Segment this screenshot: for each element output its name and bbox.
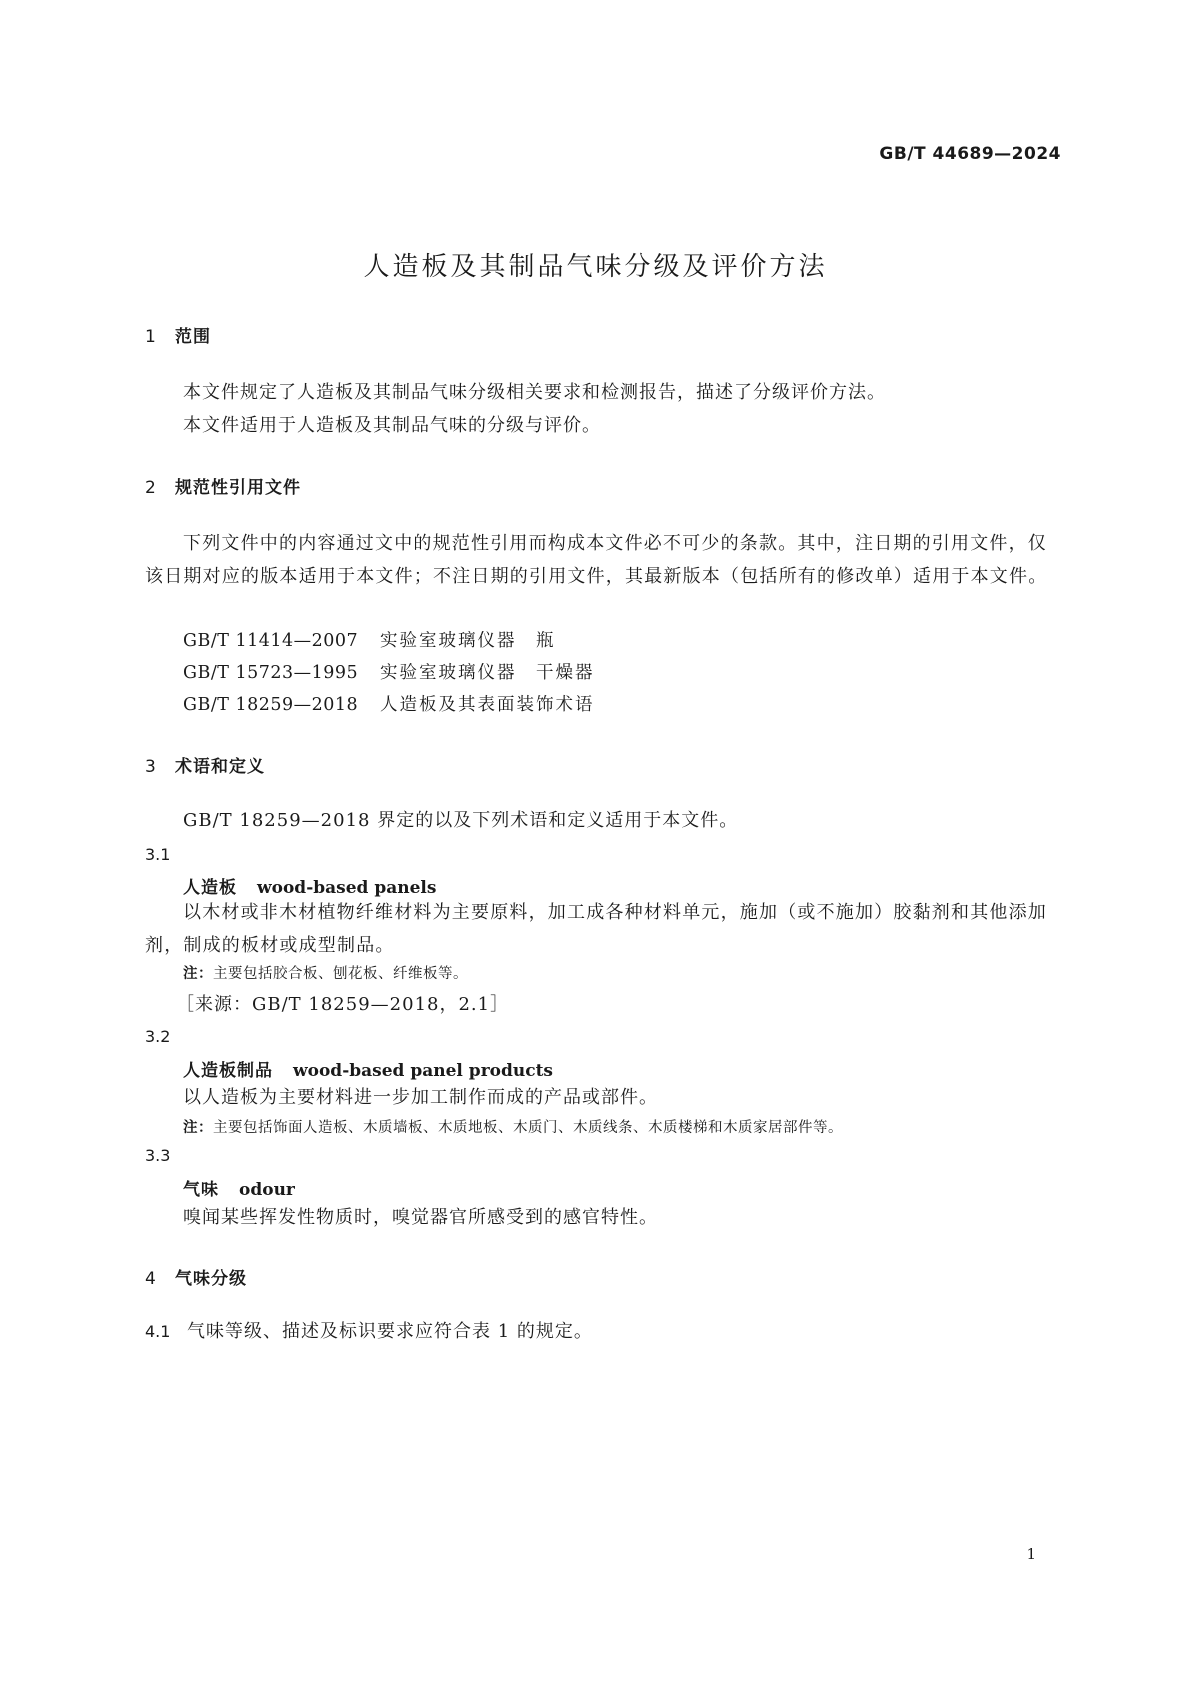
term-en: wood-based panel products	[293, 1061, 554, 1081]
reference-item	[183, 659, 595, 684]
reference-name: 人造板及其表面装饰术语	[380, 695, 595, 715]
term-zh: 人造板	[183, 878, 237, 898]
term-note	[183, 1116, 843, 1137]
standard-code: GB/T 44689—2024	[879, 144, 1061, 164]
term-source: ［来源：GB/T 18259—2018，2.1］	[176, 994, 510, 1015]
section-1-paragraph-1: 本文件规定了人造板及其制品气味分级相关要求和检测报告，描述了分级评价方法。	[183, 382, 886, 403]
clause-number: 4.1	[145, 1322, 171, 1341]
section-number: 1	[145, 327, 157, 347]
section-4-heading	[145, 1264, 247, 1289]
term-note	[183, 962, 468, 983]
term-zh: 人造板制品	[183, 1061, 273, 1081]
term-en: odour	[239, 1180, 295, 1200]
note-label: 注：	[183, 966, 213, 982]
section-number: 2	[145, 478, 157, 498]
section-title: 范围	[175, 327, 211, 347]
term-heading	[183, 1056, 553, 1081]
note-text: 主要包括饰面人造板、木质墙板、木质地板、木质门、木质线条、木质楼梯和木质家居部件等。	[213, 1120, 843, 1136]
term-zh: 气味	[183, 1180, 219, 1200]
section-2-heading	[145, 473, 301, 498]
clause-4-1	[145, 1317, 593, 1343]
term-definition: 以木材或非木材植物纤维材料为主要原料，加工成各种材料单元，施加（或不施加）胶黏剂和其他添加剂，制成的板材或成型制品。	[145, 902, 1047, 956]
term-en: wood-based panels	[257, 878, 437, 898]
section-title: 规范性引用文件	[175, 478, 301, 498]
reference-code: GB/T 18259—2018	[183, 695, 359, 715]
reference-item	[183, 627, 556, 652]
clause-text: 气味等级、描述及标识要求应符合表 1 的规定。	[187, 1321, 593, 1342]
term-heading	[183, 873, 436, 898]
section-number: 4	[145, 1269, 157, 1289]
section-number: 3	[145, 757, 157, 777]
term-number: 3.1	[145, 845, 171, 864]
reference-item	[183, 691, 595, 716]
note-label: 注：	[183, 1120, 213, 1136]
document-title: 人造板及其制品气味分级及评价方法	[363, 252, 828, 282]
reference-code: GB/T 11414—2007	[183, 631, 359, 651]
section-3-intro: GB/T 18259—2018 界定的以及下列术语和定义适用于本文件。	[183, 810, 739, 831]
reference-name: 实验室玻璃仪器 瓶	[380, 631, 556, 651]
section-1-heading	[145, 322, 211, 347]
term-number: 3.3	[145, 1146, 171, 1165]
term-number: 3.2	[145, 1027, 171, 1046]
term-definition: 嗅闻某些挥发性物质时，嗅觉器官所感受到的感官特性。	[183, 1207, 658, 1228]
section-title: 术语和定义	[175, 757, 265, 777]
reference-name: 实验室玻璃仪器 干燥器	[380, 663, 595, 683]
term-definition: 以人造板为主要材料进一步加工制作而成的产品或部件。	[183, 1087, 658, 1108]
page-number: 1	[1026, 1545, 1036, 1563]
section-3-heading	[145, 752, 265, 777]
section-1-paragraph-2: 本文件适用于人造板及其制品气味的分级与评价。	[183, 415, 601, 436]
term-heading	[183, 1175, 295, 1200]
note-text: 主要包括胶合板、刨花板、纤维板等。	[213, 966, 468, 982]
section-title: 气味分级	[175, 1269, 247, 1289]
reference-code: GB/T 15723—1995	[183, 663, 359, 683]
section-2-intro: 下列文件中的内容通过文中的规范性引用而构成本文件必不可少的条款。其中，注日期的引用文件，仅该日期对应的版本适用于本文件；不注日期的引用文件，其最新版本（包括所有的修改单）适用于本文件。	[145, 533, 1048, 587]
